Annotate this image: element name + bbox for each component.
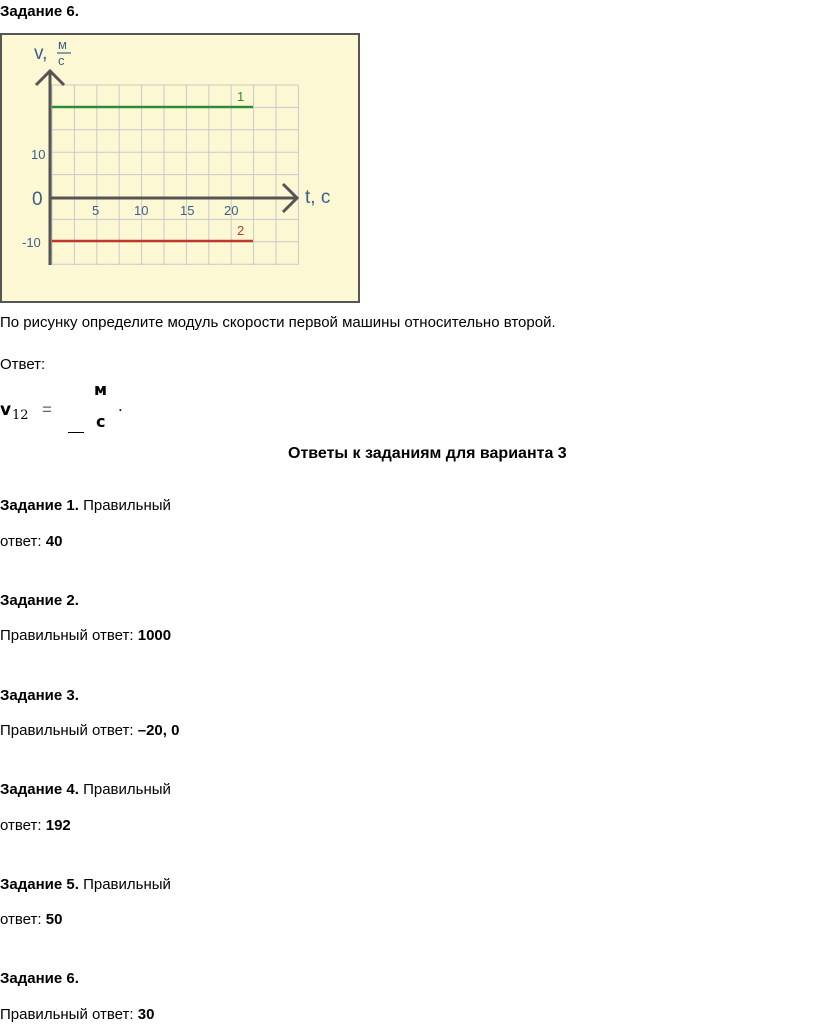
answer-title: Задание 4. — [0, 781, 79, 798]
series-1-label: 1 — [237, 89, 245, 104]
answer-formula — [0, 378, 140, 448]
answer-5-line2 — [0, 911, 62, 929]
answer-title: Задание 1. — [0, 497, 79, 514]
formula-lhs: v — [0, 400, 12, 420]
answer-value: –20, 0 — [137, 722, 180, 739]
answer-6-line1 — [0, 970, 79, 988]
answer-title: Задание 5. — [0, 876, 79, 893]
origin-label: 0 — [32, 189, 43, 210]
answer-prefix: ответ: — [0, 817, 46, 834]
y-tick-label: 10 — [31, 147, 46, 162]
answer-value: 40 — [45, 533, 63, 550]
answer-prefix: Правильный ответ: — [0, 722, 138, 739]
answer-value: 1000 — [137, 627, 172, 644]
answer-blank[interactable] — [68, 432, 84, 433]
answers-heading: Ответы к заданиям для варианта 3 — [288, 445, 567, 462]
answer-3-line2 — [0, 722, 179, 740]
x-tick-label: 10 — [134, 203, 149, 218]
question-text: По рисунку определите модуль скорости первой машины относительно второй. — [0, 314, 556, 331]
velocity-time-graph — [0, 33, 360, 303]
x-tick-label: 15 — [180, 203, 195, 218]
answer-prefix: ответ: — [0, 911, 46, 928]
answer-title: Задание 3. — [0, 687, 79, 704]
unit-denominator: с — [96, 412, 106, 431]
answer-prefix: ответ: — [0, 533, 46, 550]
answer-4-line2 — [0, 817, 71, 835]
answer-label: Ответ: — [0, 356, 46, 373]
answer-5-line1 — [0, 876, 171, 894]
y-unit-numerator: м — [58, 37, 67, 52]
answer-prefix: Правильный ответ: — [0, 627, 138, 644]
unit-numerator: м — [94, 380, 108, 399]
answer-title: Задание 2. — [0, 592, 79, 609]
y-axis-label: v, — [34, 43, 48, 64]
y-unit-denominator: с — [58, 53, 65, 68]
answer-3-line1 — [0, 687, 79, 705]
answer-prefix: Правильный ответ: — [0, 1006, 138, 1023]
answer-6-line2 — [0, 1006, 154, 1024]
answer-value: 192 — [45, 817, 71, 834]
answer-1-line1 — [0, 497, 171, 515]
answer-2-line2 — [0, 627, 171, 645]
x-axis-label: t, с — [305, 187, 331, 208]
formula-equals: = — [42, 400, 52, 419]
task6-header: Задание 6. — [0, 3, 79, 20]
answer-1-line2 — [0, 533, 62, 551]
answer-2-line1 — [0, 592, 79, 610]
answer-value: 30 — [137, 1006, 155, 1023]
x-tick-label: 20 — [224, 203, 239, 218]
answer-text: Правильный — [78, 781, 171, 798]
answer-value: 50 — [45, 911, 63, 928]
series-2-label: 2 — [237, 223, 245, 238]
answer-4-line1 — [0, 781, 171, 799]
formula-dot: . — [118, 396, 123, 415]
answer-text: Правильный — [78, 876, 171, 893]
answer-text: Правильный — [78, 497, 171, 514]
y-tick-label: -10 — [22, 235, 41, 250]
x-tick-label: 5 — [92, 203, 100, 218]
answer-title: Задание 6. — [0, 970, 79, 987]
formula-subscript: 12 — [12, 408, 29, 423]
